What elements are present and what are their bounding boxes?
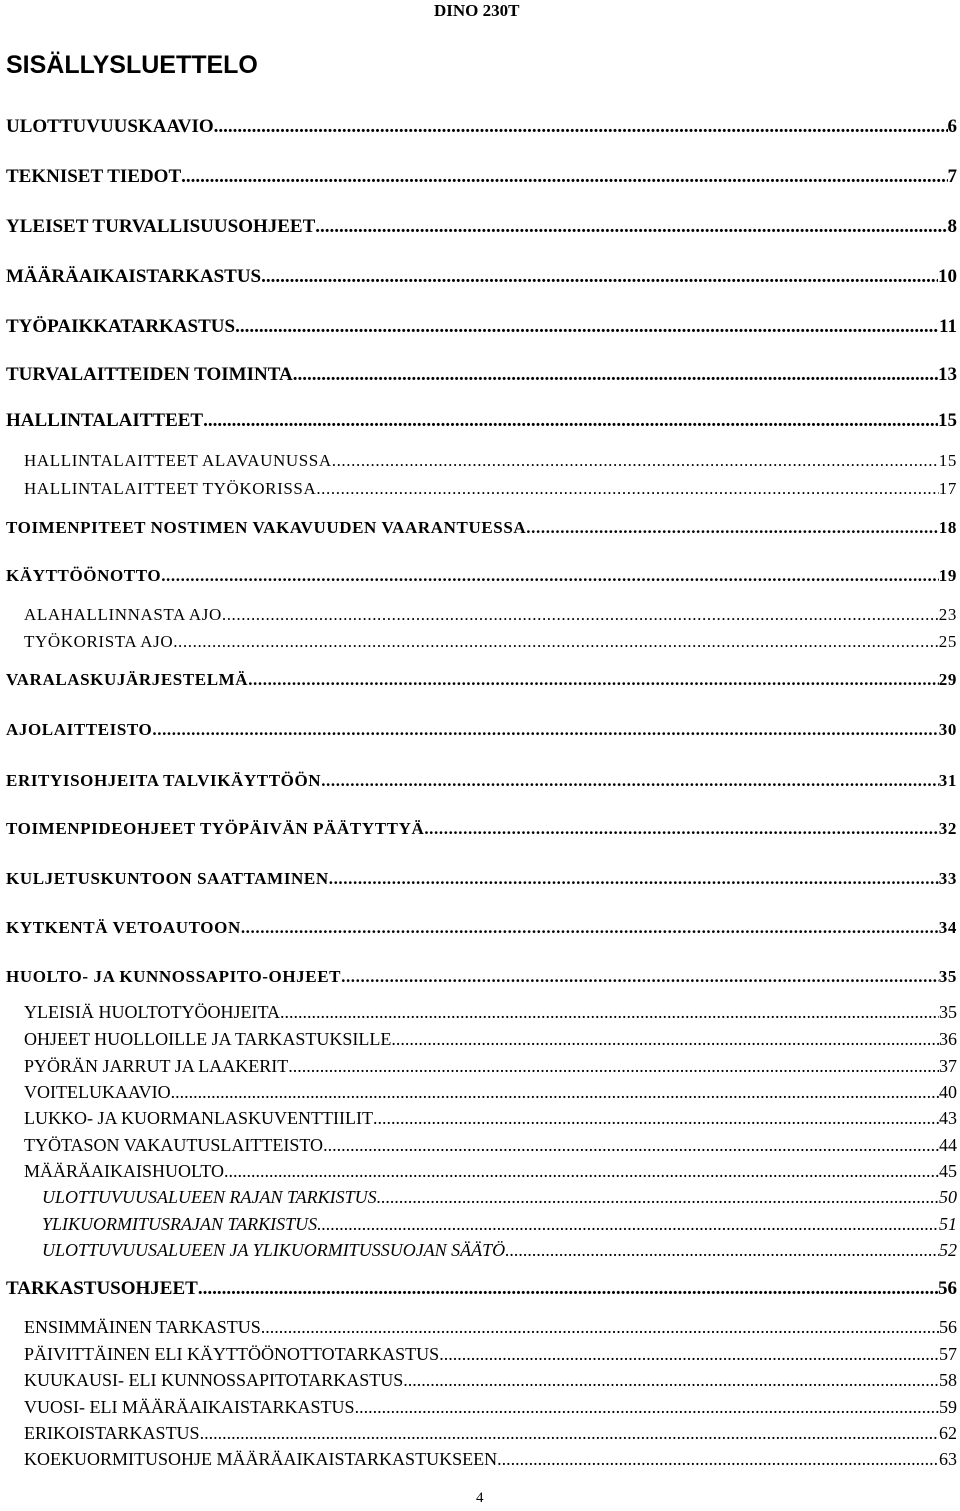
toc-entry-page: 11 [939,316,957,337]
toc-entry[interactable] [24,1370,957,1391]
toc-leader [332,451,939,471]
toc-leader [261,266,938,288]
toc-leader [248,670,939,690]
toc-entry-page: 23 [938,605,957,624]
toc-entry-label: KOEKUORMITUSOHJE MÄÄRÄAIKAISTARKASTUKSEEN [24,1449,498,1469]
toc-entry-page: 59 [939,1397,957,1417]
toc-leader [280,1002,939,1023]
toc-entry-page: 35 [938,967,957,986]
toc-entry-page: 56 [938,1278,957,1299]
toc-entry-page: 6 [947,116,957,137]
toc-leader [424,819,938,839]
toc-entry[interactable] [6,166,957,188]
toc-entry-page: 29 [938,670,957,689]
toc-leader [152,720,938,740]
toc-leader [161,566,939,586]
toc-entry-page: 50 [939,1187,957,1207]
toc-entry-label: ULOTTUVUUSKAAVIO [6,116,214,137]
toc-leader [377,1187,939,1208]
toc-entry[interactable] [6,364,957,386]
toc-entry-label: ERIKOISTARKASTUS [24,1423,200,1443]
toc-entry-page: 30 [938,720,957,739]
toc-entry-label: HALLINTALAITTEET ALAVAUNUSSA [24,451,332,470]
toc-entry[interactable] [6,518,957,538]
toc-entry-label: TYÖTASON VAKAUTUSLAITTEISTO [24,1135,324,1155]
toc-entry[interactable] [24,1344,957,1365]
toc-entry[interactable] [6,670,957,690]
toc-entry-label: VOITELUKAAVIO [24,1082,171,1102]
toc-entry-page: 19 [938,566,957,585]
toc-entry-label: TYÖKORISTA AJO [24,632,174,651]
toc-entry[interactable] [24,479,957,499]
toc-leader [391,1029,939,1050]
toc-entry[interactable] [6,316,957,338]
toc-leader [355,1397,939,1418]
toc-entry[interactable] [6,1278,957,1300]
toc-entry-page: 13 [938,364,957,385]
toc-entry-page: 7 [947,166,957,187]
toc-entry-label: HALLINTALAITTEET TYÖKORISSA [24,479,317,498]
toc-entry[interactable] [6,566,957,586]
toc-entry-page: 15 [938,410,957,431]
toc-leader [171,1082,939,1103]
toc-entry[interactable] [6,967,957,987]
toc-entry-label: PYÖRÄN JARRUT JA LAAKERIT [24,1056,289,1076]
toc-leader [293,364,938,386]
toc-entry-label: LUKKO- JA KUORMANLASKUVENTTIILIT [24,1108,373,1128]
toc-entry-label: TOIMENPIDEOHJEET TYÖPÄIVÄN PÄÄTYTTYÄ [6,819,425,838]
toc-entry-page: 56 [939,1317,957,1337]
toc-entry-page: 18 [938,518,957,537]
toc-entry-page: 63 [939,1449,957,1469]
toc-entry[interactable] [24,632,957,652]
toc-entry-label: KULJETUSKUNTOON SAATTAMINEN [6,869,329,888]
toc-entry-label: PÄIVITTÄINEN ELI KÄYTTÖÖNOTTOTARKASTUS [24,1344,440,1364]
toc-entry-page: 43 [939,1108,957,1128]
toc-entry[interactable] [6,771,957,791]
toc-leader [497,1449,939,1470]
toc-entry-label: VARALASKUJÄRJESTELMÄ [6,670,249,689]
toc-entry-label: KUUKAUSI- ELI KUNNOSSAPITOTARKASTUS [24,1370,404,1390]
toc-entry[interactable] [24,1135,957,1156]
toc-leader [526,518,939,538]
toc-entry-label: OHJEET HUOLLOILLE JA TARKASTUKSILLE [24,1029,392,1049]
toc-entry-label: KYTKENTÄ VETOAUTOON [6,918,241,937]
toc-leader [341,967,939,987]
toc-entry[interactable] [24,1161,957,1182]
toc-entry-page: 35 [939,1002,957,1022]
toc-entry-label: HALLINTALAITTEET [6,410,204,431]
toc-entry[interactable] [24,1397,957,1418]
toc-entry-page: 62 [939,1423,957,1443]
toc-entry-label: TOIMENPITEET NOSTIMEN VAKAVUUDEN VAARANTUESSA [6,518,527,537]
toc-entry-label: YLIKUORMITUSRAJAN TARKISTUS [42,1214,318,1234]
toc-leader [288,1056,939,1077]
toc-entry[interactable] [42,1240,957,1261]
toc-leader [317,1214,939,1235]
toc-leader [403,1370,939,1391]
toc-entry-label: ALAHALLINNASTA AJO [24,605,222,624]
toc-entry[interactable] [42,1187,957,1208]
toc-entry[interactable] [6,410,957,432]
toc-leader [323,1135,939,1156]
toc-entry[interactable] [24,1056,957,1077]
toc-entry-page: 10 [938,266,957,287]
toc-entry[interactable] [6,720,957,740]
toc-entry-page: 31 [938,771,957,790]
toc-entry-label: ULOTTUVUUSALUEEN RAJAN TARKISTUS [42,1187,377,1207]
toc-entry[interactable] [6,819,957,839]
toc-entry-label: TURVALAITTEIDEN TOIMINTA [6,364,293,385]
toc-leader [181,166,947,188]
toc-entry-page: 34 [938,918,957,937]
toc-entry-label: AJOLAITTEISTO [6,720,153,739]
toc-entry-label: TYÖPAIKKATARKASTUS [6,316,236,337]
toc-entry-page: 44 [939,1135,957,1155]
toc-entry-page: 32 [938,819,957,838]
toc-leader [241,918,939,938]
toc-entry-label: ULOTTUVUUSALUEEN JA YLIKUORMITUSSUOJAN SÄÄTÖ [42,1240,506,1260]
toc-entry-label: HUOLTO- JA KUNNOSSAPITO-OHJEET [6,967,342,986]
toc-leader [222,605,939,625]
toc-entry-page: 45 [939,1161,957,1181]
toc-entry-label: TARKASTUSOHJEET [6,1278,198,1299]
toc-leader [439,1344,939,1365]
toc-entry-label: TEKNISET TIEDOT [6,166,182,187]
toc-entry[interactable] [24,1029,957,1050]
toc-entry[interactable] [6,869,957,889]
toc-leader [316,479,938,499]
toc-entry-page: 57 [939,1344,957,1364]
toc-leader [224,1161,939,1182]
toc-leader [198,1278,938,1300]
page-title: SISÄLLYSLUETTELO [6,51,258,79]
toc-entry[interactable] [24,1002,957,1023]
toc-entry[interactable] [24,1108,957,1129]
toc-leader [505,1240,939,1261]
toc-entry-page: 33 [938,869,957,888]
toc-entry-label: ERITYISOHJEITA TALVIKÄYTTÖÖN [6,771,322,790]
toc-entry-page: 15 [938,451,957,470]
toc-entry-page: 40 [939,1082,957,1102]
toc-entry-label: MÄÄRÄAIKAISTARKASTUS [6,266,262,287]
toc-leader [321,771,939,791]
toc-entry-label: KÄYTTÖÖNOTTO [6,566,162,585]
toc-entry[interactable] [6,266,957,288]
toc-leader [235,316,939,338]
toc-entry-label: YLEISET TURVALLISUUSOHJEET [6,216,316,237]
toc-entry-label: VUOSI- ELI MÄÄRÄAIKAISTARKASTUS [24,1397,355,1417]
toc-leader [373,1108,939,1129]
toc-entry-page: 37 [939,1056,957,1076]
toc-entry[interactable] [24,1317,957,1338]
toc-entry-page: 8 [947,216,957,237]
toc-leader [203,410,938,432]
toc-leader [315,216,947,238]
toc-entry-page: 17 [938,479,957,498]
toc-leader [173,632,939,652]
toc-leader [329,869,939,889]
page-number: 4 [476,1490,484,1506]
toc-entry[interactable] [24,451,957,471]
toc-entry-label: MÄÄRÄAIKAISHUOLTO [24,1161,225,1181]
toc-entry-label: ENSIMMÄINEN TARKASTUS [24,1317,261,1337]
toc-entry-page: 51 [939,1214,957,1234]
toc-entry[interactable] [42,1214,957,1235]
toc-entry-page: 36 [939,1029,957,1049]
toc-leader [200,1423,939,1444]
toc-entry[interactable] [24,1082,957,1103]
toc-entry[interactable] [24,605,957,625]
toc-entry-label: YLEISIÄ HUOLTOTYÖOHJEITA [24,1002,281,1022]
toc-leader [261,1317,939,1338]
document-header-model: DINO 230T [434,1,520,20]
toc-entry[interactable] [6,116,957,138]
toc-entry-page: 58 [939,1370,957,1390]
toc-entry[interactable] [6,918,957,938]
toc-entry[interactable] [6,216,957,238]
toc-entry[interactable] [24,1423,957,1444]
toc-entry[interactable] [24,1449,957,1470]
toc-entry-page: 25 [938,632,957,651]
toc-leader [214,116,948,138]
toc-entry-page: 52 [939,1240,957,1260]
